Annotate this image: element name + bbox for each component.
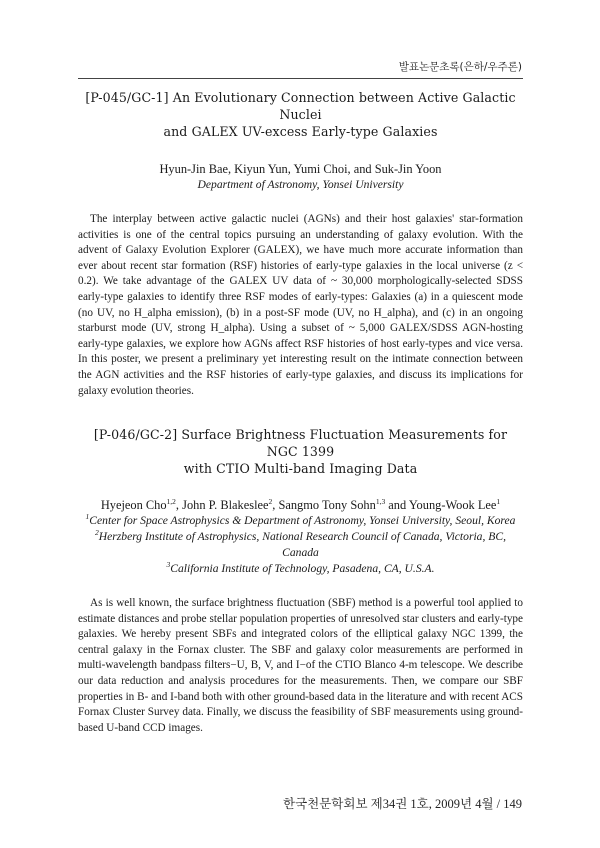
section-header-label: 발표논문초록(은하/우주론)	[398, 61, 522, 73]
abstract-authors: Hyun-Jin Bae, Kiyun Yun, Yumi Choi, and Suk-Jin Yoon	[159, 162, 442, 176]
affiliation-sup: 3	[166, 560, 171, 570]
author-separator: and	[385, 498, 409, 512]
abstract-body: As is well known, the surface brightness fluctuation (SBF) method is a powerful tool applied to estimate distances and probe stellar population properties of unresolved star clusters and early-type galaxies. We hereby present SBFs and integrated colors of the elliptical galaxy NGC 1399, the central galaxy in the Fornax cluster. The SBF and galaxy color measurements are performed in multi-wavelength bandpass filters−U, B, V, and I−of the CTIO Blanco 4-m telescope. We describe our data reduction and analysis procedures for the measurements. Then, we compare our SBF properties in B- and I-band both with other ground-based data in the literature and with recent ACS Fornax Cluster Survey data. Finally, we discuss the feasibility of SBF measurements using ground-based U-band CCD images.	[78, 597, 523, 734]
affiliation-sup: 2	[94, 528, 99, 538]
affiliation-text: Herzberg Institute of Astrophysics, National Research Council of Canada, Victoria, BC, Canada	[98, 530, 506, 559]
author-separator: ,	[272, 498, 279, 512]
author-affil-sup: 1	[496, 496, 501, 506]
affiliation-2	[78, 529, 523, 561]
abstract-title-line2: with CTIO Multi-band Imaging Data	[183, 461, 418, 476]
abstract-p045	[78, 89, 523, 399]
author-affil-sup: 2	[268, 496, 273, 506]
abstract-title-line1: [P-046/GC-2] Surface Brightness Fluctuation Measurements for NGC 1399	[93, 427, 508, 459]
author-affil-sup: 1,2	[166, 496, 176, 506]
author-name: John P. Blakeslee	[182, 498, 269, 512]
abstract-p046	[78, 426, 523, 736]
abstract-title-line1: [P-045/GC-1] An Evolutionary Connection between Active Galactic Nuclei	[85, 90, 516, 122]
abstract-body: The interplay between active galactic nuclei (AGNs) and their host galaxies' star-formation activities is one of the central topics pursuing an understanding of galaxy evolution. With the advent of Galaxy Evolution Explorer (GALEX), we have much more accurate information than ever about recent star formation (RSF) histories of early-type galaxies in the local universe (z < 0.2). We take advantage of the GALEX UV data of ~ 30,000 morphologically-selected SDSS early-type galaxies to identify three RSF modes of early-types: Galaxies (a) in a quiescent mode (no UV, no H_alpha emission), (b) in a post-SF mode (UV, no H_alpha), and (c) in an ongoing starburst mode (UV, strong H_alpha). Using a subset of ~ 5,000 GALEX/SDSS AGN-hosting early-type galaxies, we explore how AGNs affect RSF histories of host early-types and vice versa. In this poster, we present a preliminary yet interesting result on the intimate connection between the AGN activities and the RSF histories of early-type galaxies, and discuss its implications for galaxy evolution theories.	[78, 213, 523, 397]
affiliation-sup: 1	[85, 512, 90, 522]
abstract-affiliation: Department of Astronomy, Yonsei University	[197, 178, 404, 191]
abstract-title	[78, 426, 523, 477]
header-divider	[78, 78, 523, 79]
affiliation-3	[78, 561, 523, 577]
author-name: Young-Wook Lee	[408, 498, 497, 512]
affiliation-1	[78, 513, 523, 529]
page-footer: 한국천문학회보 제34권 1호, 2009년 4월 / 149	[283, 797, 522, 811]
affiliation-text: Center for Space Astrophysics & Department of Astronomy, Yonsei University, Seoul, Korea	[89, 514, 516, 527]
author-name: Sangmo Tony Sohn	[278, 498, 376, 512]
abstract-title	[78, 89, 523, 140]
abstract-title-line2: and GALEX UV-excess Early-type Galaxies	[163, 124, 438, 139]
affiliation-text: California Institute of Technology, Pasadena, CA, U.S.A.	[170, 562, 435, 575]
author-affil-sup: 1,3	[375, 496, 386, 506]
author-separator: ,	[175, 498, 183, 512]
author-name: Hyejeon Cho	[100, 498, 167, 512]
abstract-authors	[78, 497, 523, 513]
